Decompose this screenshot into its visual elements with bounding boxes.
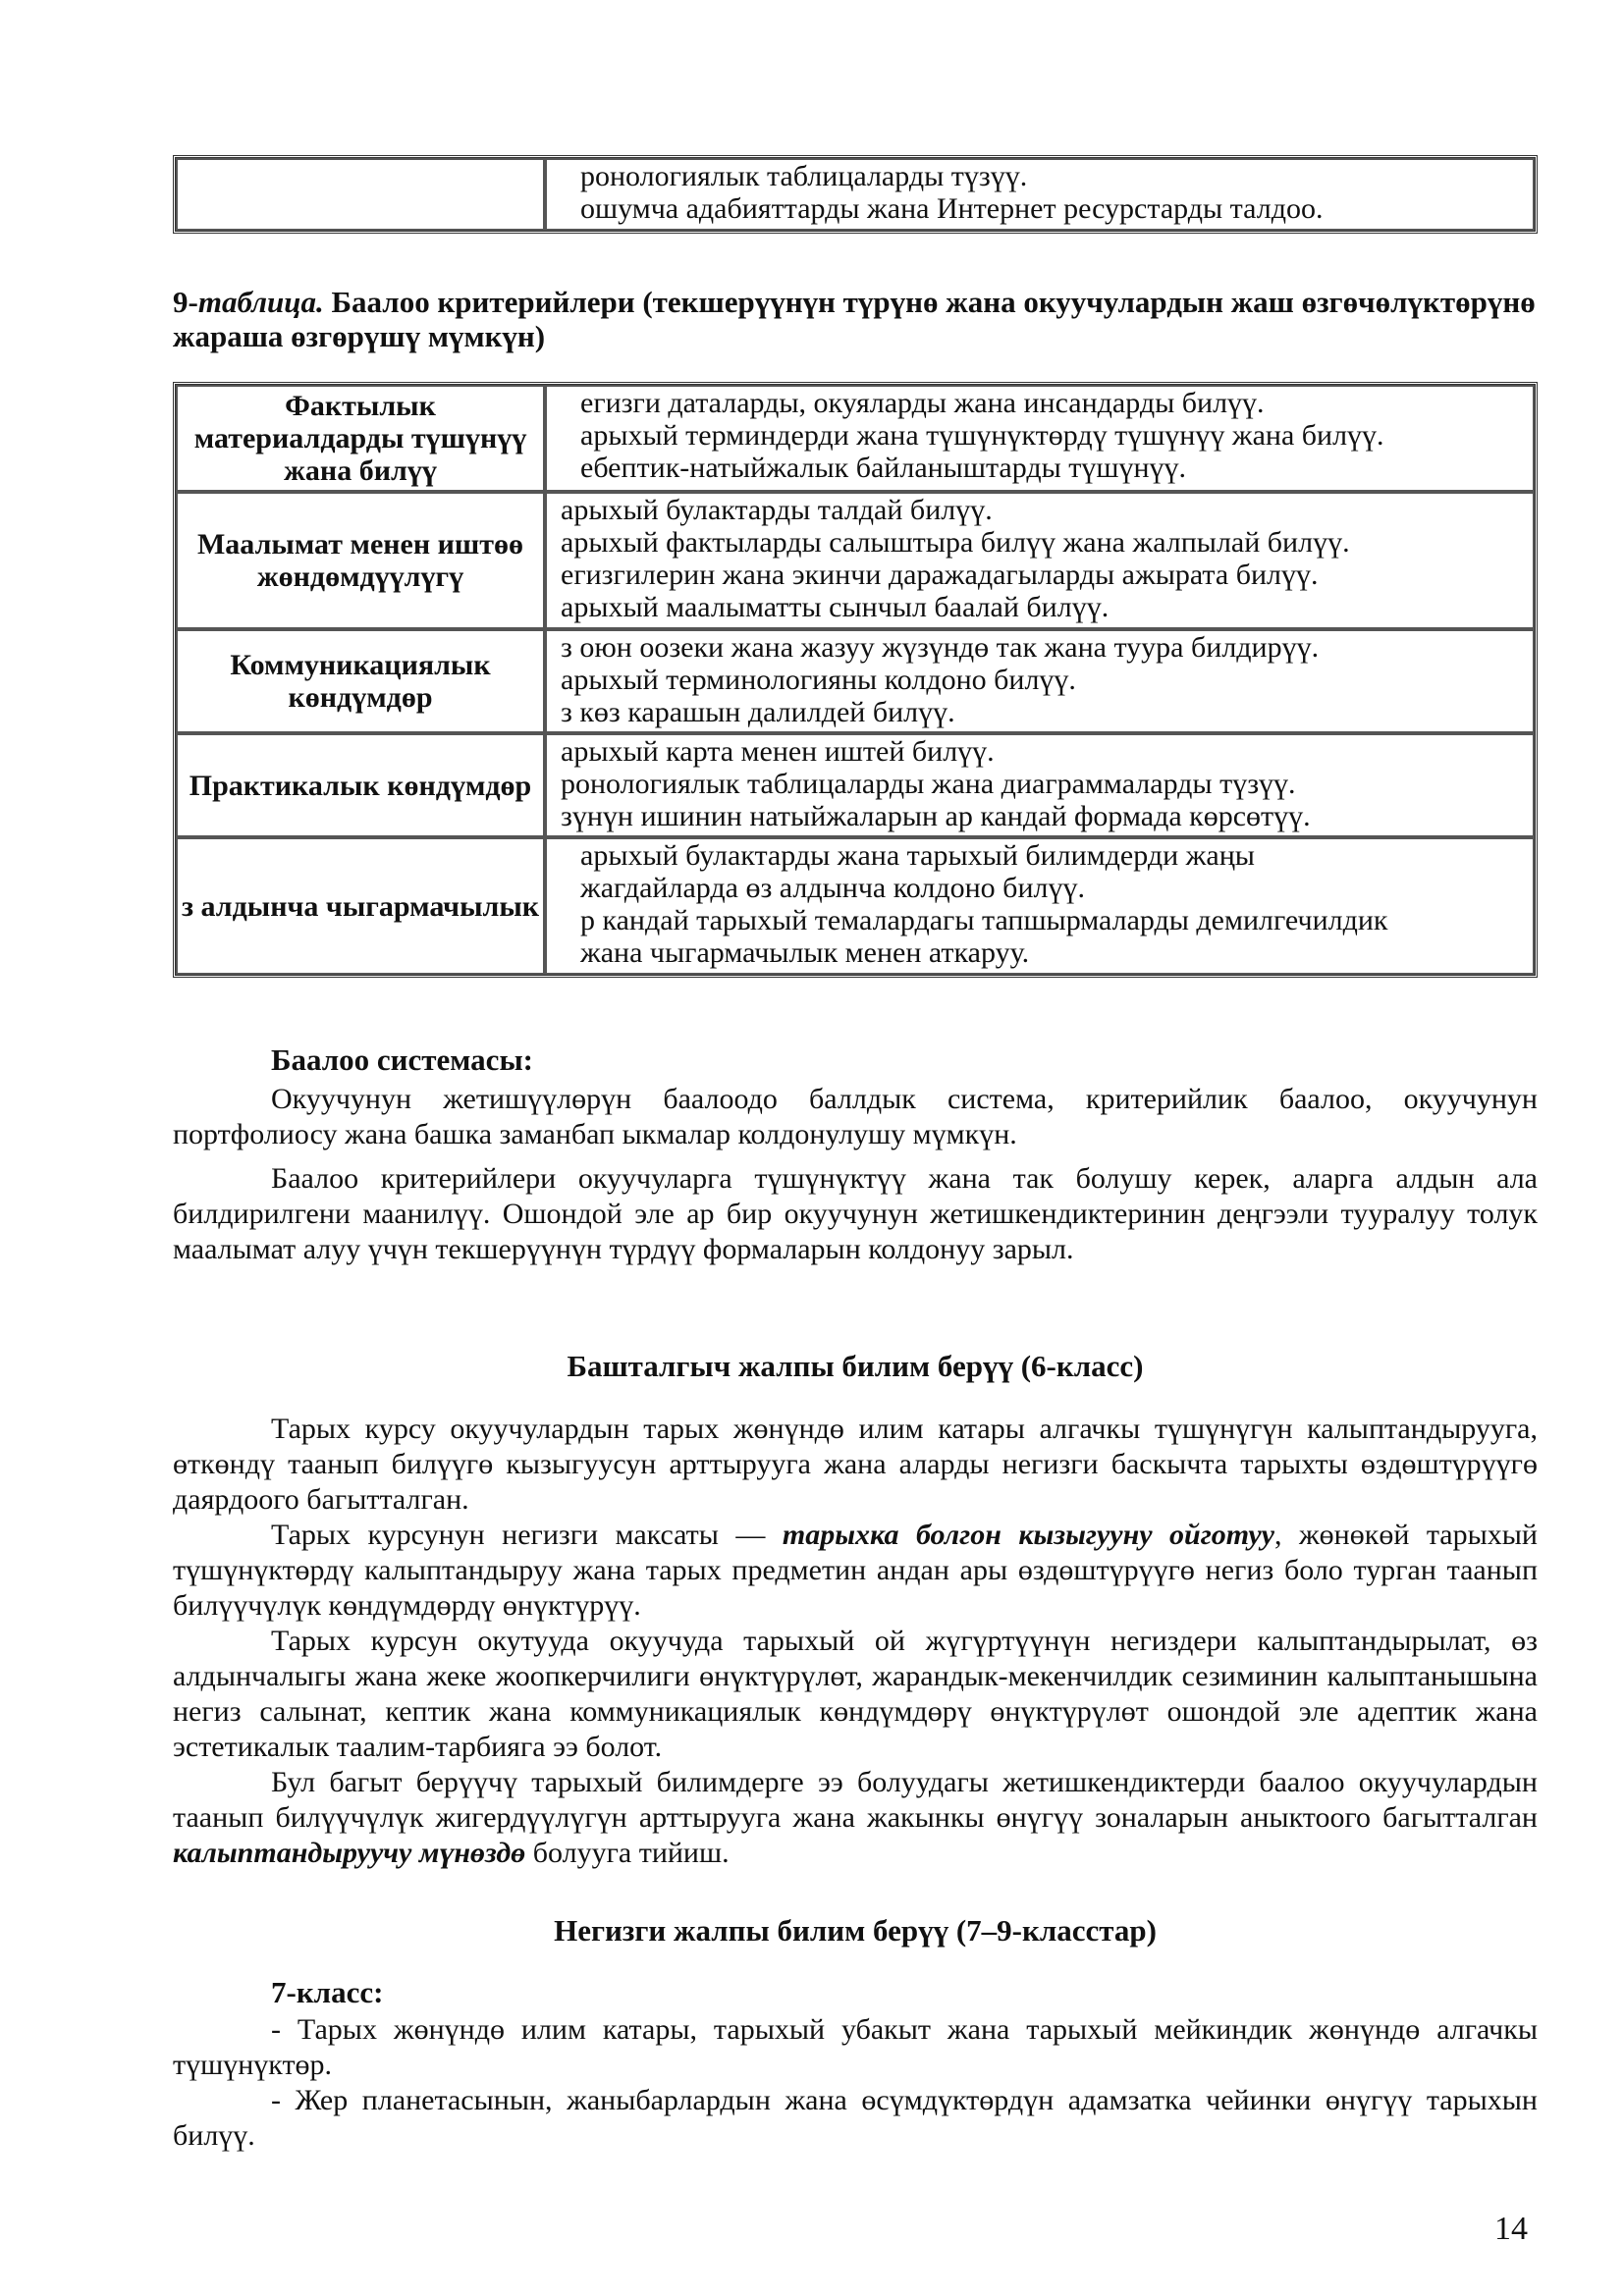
table-row: [176, 837, 1535, 975]
table-line: з оюн оозеки жана жазуу жүзүндө так жана туура билдирүү.: [561, 631, 1320, 664]
criteria-title: Коммуникациялык көндүмдөр: [176, 629, 545, 733]
criteria-title: Практикалык көндүмдөр: [176, 733, 545, 837]
list-item: - Тарых жөнүндө илим катары, тарыхый убакыт жана тарыхый мейкиндик жөнүндө алгачкы түшүнүктөр.: [173, 2013, 1538, 2081]
table-line: арыхый терминдерди жана түшүнүктөрдү түшүнүү жана билүү.: [580, 419, 1384, 452]
criteria-title: Маалымат менен иштөө жөндөмдүүлүгү: [176, 492, 545, 629]
top-table-right-cell: [545, 158, 1535, 231]
emphasis-text: тарыхка болгон кызыгууну ойготуу: [782, 1519, 1274, 1551]
table-line: арыхый булактарды талдай билүү.: [561, 494, 993, 526]
table-line: з көз карашын далилдей билүү.: [561, 696, 955, 728]
emphasis-text: калыптандыруучу мүнөздө: [173, 1837, 526, 1869]
table-line: арыхый фактыларды салыштыра билүү жана жалпылай билүү.: [561, 526, 1350, 559]
table-line: арыхый терминологияны колдоно билүү.: [561, 664, 1076, 696]
section-heading-assessment: Баалоо системасы:: [271, 1042, 533, 1077]
table-line: арыхый булактарды жана тарыхый билимдерди жаңы: [580, 839, 1255, 872]
criteria-title: Фактылык материалдарды түшүнүү жана билүү: [176, 385, 545, 492]
table-line: ошумча адабияттарды жана Интернет ресурстарды талдоо.: [580, 192, 1324, 225]
criteria-description: [545, 837, 1535, 975]
table-line: егизгилерин жана экинчи даражадагыларды ажырата билүү.: [561, 559, 1319, 591]
section-heading-basic: Негизги жалпы билим берүү (7–9-класстар): [554, 1913, 1157, 1948]
table-line: арыхый карта менен иштей билүү.: [561, 735, 995, 768]
paragraph: Окуучунун жетишүүлөрүн баалоодо баллдык система, критерийлик баалоо, окуучунун портфолиосу жана башка заманбап ыкмалар колдонулушу мүмкүн.: [173, 1083, 1538, 1150]
paragraph-text: болууга тийиш.: [525, 1837, 730, 1869]
paragraph-text: , жөнөкөй тарыхый түшүнүктөрдү калыптандыруу жана тарых предметин андан ары өздөштүрүүгө негиз боло турган таанып билүүчүлүк көндүмдөрдү өнүктүрүү.: [173, 1519, 1538, 1622]
table-line: арыхый маалыматты сынчыл баалай билүү.: [561, 591, 1110, 623]
paragraph: [173, 1765, 1538, 1871]
page-number: 14: [1494, 2211, 1528, 2247]
section-heading-primary: Башталгыч жалпы билим берүү (6-класс): [567, 1349, 1144, 1383]
top-table-empty-cell: [176, 158, 545, 231]
table-line: ебептик-натыйжалык байланыштарды түшүнүү.: [580, 452, 1187, 484]
caption-text: Баалоо критерийлери (текшерүүнүн түрүнө жана окуучулардын жаш өзгөчөлүктөрүнө жараша өзгөрүшү мүмкүн): [173, 285, 1536, 353]
criteria-description: [545, 385, 1535, 492]
criteria-description: [545, 629, 1535, 733]
table-line: егизги даталарды, окуяларды жана инсандарды билүү.: [580, 387, 1265, 419]
criteria-description: [545, 492, 1535, 629]
table-row: [176, 492, 1535, 629]
table-line: ронологиялык таблицаларды түзүү.: [580, 160, 1028, 192]
caption-label: таблица.: [197, 285, 324, 319]
table-caption: [173, 285, 1538, 353]
top-table-fragment: [173, 155, 1538, 234]
table-row: [176, 385, 1535, 492]
table-line: зүнүн ишинин натыйжаларын ар кандай формада көрсөтүү.: [561, 800, 1311, 832]
caption-number: 9-: [173, 285, 198, 319]
table-line: ронологиялык таблицаларды жана диаграммаларды түзүү.: [561, 768, 1296, 800]
paragraph: Баалоо критерийлери окуучуларга түшүнүктүү жана так болушу керек, аларга алдын ала билдирилгени маанилүү. Ошондой эле ар бир окуучунун жетишкендиктеринин деңгээли тууралуу толук маалымат алуу үчүн текшерүүнүн түрдүү формаларын колдонуу зарыл.: [173, 1162, 1538, 1265]
table-row: [176, 733, 1535, 837]
table-line: жагдайларда өз алдынча колдоно билүү.: [580, 872, 1085, 904]
table-line: жана чыгармачылык менен аткаруу.: [580, 936, 1030, 969]
paragraph: Тарых курсун окутууда окуучуда тарыхый ой жүгүртүүнүн негиздери калыптандырылат, өз алдынчалыгы жана жеке жоопкерчилиги өнүктүрүлөт, жарандык-мекенчилдик сезиминин калыптанышына негиз салынат, кептик жана коммуникациялык көндүмдөрү өнүктүрүлөт ошондой эле адептик жана эстетикалык таалим-тарбияга ээ болот.: [173, 1625, 1538, 1763]
paragraph-text: Бул багыт берүүчү тарыхый билимдерге ээ болуудагы жетишкендиктерди баалоо окуучулардын таанып билүүчүлүк жигердүүлүгүн арттырууга жана жакынкы өнүгүү зоналарын аныктоого багытталган: [173, 1766, 1538, 1834]
criteria-description: [545, 733, 1535, 837]
paragraph: Тарых курсу окуучулардын тарых жөнүндө илим катары алгачкы түшүнүгүн калыптандырууга, өткөндү таанып билүүгө кызыгуусун арттырууга жана аларды негизги баскычта тарыхты өздөштүрүүгө даярдоого багытталган.: [173, 1413, 1538, 1516]
criteria-table: [173, 382, 1538, 978]
table-line: р кандай тарыхый темалардагы тапшырмаларды демилгечилдик: [580, 904, 1388, 936]
subheading-grade-7: 7-класс:: [271, 1975, 384, 2009]
paragraph: [173, 1518, 1538, 1624]
paragraph-text: Тарых курсунун негизги максаты —: [271, 1519, 783, 1551]
list-item: - Жер планетасынын, жаныбарлардын жана өсүмдүктөрдүн адамзатка чейинки өнүгүү тарыхын билүү.: [173, 2084, 1538, 2152]
table-row: [176, 629, 1535, 733]
criteria-title: з алдынча чыгармачылык: [176, 837, 545, 975]
